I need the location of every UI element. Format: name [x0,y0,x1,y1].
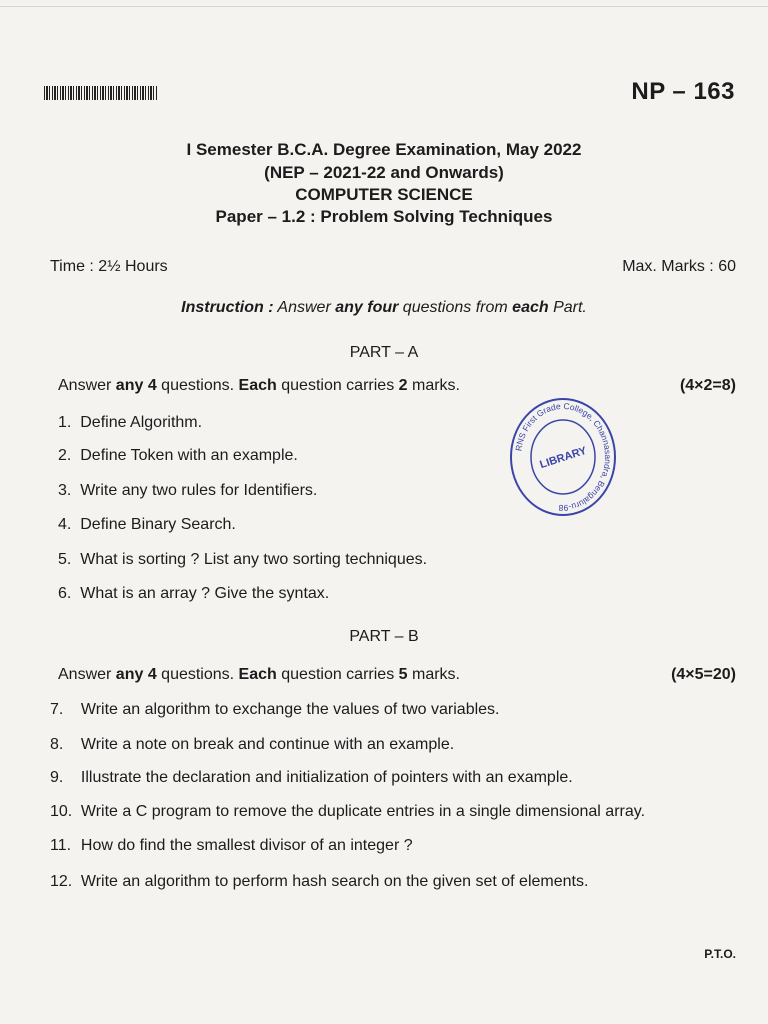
instruction-text: questions from [398,299,513,316]
question-text: What is sorting ? List any two sorting techniques. [80,551,428,568]
instruction-emphasis: each [512,299,549,316]
note-text: Answer [58,666,116,683]
note-emphasis: 5 [398,666,408,683]
instruction-line [0,299,768,317]
note-text: Answer [58,377,116,394]
library-stamp-icon [508,395,618,519]
question-text: Write a note on break and continue with an example. [80,736,455,753]
note-emphasis: Each [238,377,277,394]
question-text: Write an algorithm to perform hash search on the given set of elements. [80,873,589,890]
note-text: questions. [156,666,239,683]
question-number: 8. [50,736,64,753]
scan-edge-line [0,6,768,7]
part-b-score: (4×5=20) [671,666,736,683]
part-a-title: PART – A [349,344,419,361]
barcode-icon [44,86,158,100]
paper-code: NP – 163 [631,78,735,105]
exam-title: I Semester B.C.A. Degree Examination, May 2022 [186,140,582,159]
page-turn-over: P.T.O. [704,947,736,961]
question-item [50,837,413,855]
note-text: marks. [407,666,460,683]
instruction-text: Answer [273,299,336,316]
question-text: How do find the smallest divisor of an integer ? [80,837,413,854]
exam-paper-name: Paper – 1.2 : Problem Solving Techniques [215,207,553,226]
question-item [50,873,588,891]
note-emphasis: 2 [398,377,408,394]
note-text: question carries [276,377,399,394]
question-item [58,482,317,500]
question-item [58,551,427,569]
question-number: 6. [58,585,72,602]
exam-max-marks: Max. Marks : 60 [622,258,736,275]
question-item [58,585,329,603]
question-text: Define Binary Search. [80,516,236,533]
exam-scheme: (NEP – 2021-22 and Onwards) [264,163,504,182]
question-number: 5. [58,551,72,568]
question-item [58,414,202,432]
instruction-emphasis: any four [335,299,399,316]
question-item [50,736,454,754]
note-emphasis: Each [238,666,277,683]
instruction-text: Part. [548,299,587,316]
question-number: 11. [50,837,72,854]
question-number: 10. [50,803,73,820]
question-text: Write an algorithm to exchange the values of two variables. [80,701,500,718]
question-item [58,447,298,465]
stamp-center-text: LIBRARY [538,444,589,472]
exam-subject: COMPUTER SCIENCE [295,185,473,204]
question-number: 4. [58,516,72,533]
question-text: What is an array ? Give the syntax. [80,585,330,602]
question-text: Define Algorithm. [80,414,203,431]
stamp-ring-text: RNS First Grade College, Channasandra, Bengaluru-98 [513,400,614,514]
question-number: 2. [58,447,72,464]
question-number: 12. [50,873,73,890]
question-item [50,769,573,787]
question-item [50,701,499,719]
note-emphasis: any 4 [115,666,157,683]
question-text: Define Token with an example. [80,447,298,464]
question-text: Write a C program to remove the duplicate entries in a single dimensional array. [80,803,646,820]
part-b-title: PART – B [349,628,419,645]
question-item [58,516,236,534]
part-b-note [58,666,460,684]
exam-time: Time : 2½ Hours [50,258,168,275]
question-text: Illustrate the declaration and initialization of pointers with an example. [80,769,573,786]
question-number: 7. [50,701,64,718]
question-number: 1. [58,414,72,431]
question-number: 9. [50,769,64,786]
note-text: marks. [407,377,460,394]
question-number: 3. [58,482,72,499]
note-text: question carries [276,666,399,683]
note-text: questions. [156,377,239,394]
instruction-label: Instruction : [181,299,274,316]
part-a-score: (4×2=8) [679,377,736,394]
note-emphasis: any 4 [115,377,157,394]
question-text: Write any two rules for Identifiers. [80,482,318,499]
part-a-note [58,377,460,395]
question-item [50,803,645,821]
